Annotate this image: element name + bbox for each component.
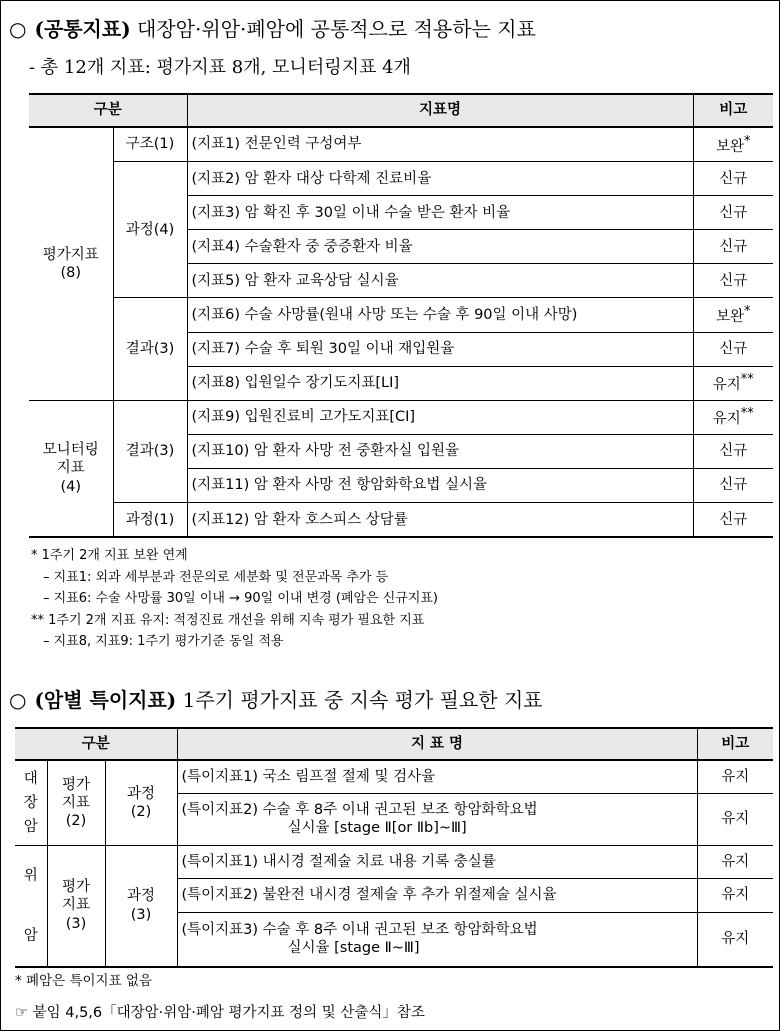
table-header-row (15, 728, 773, 760)
indicator-note: 유지 (697, 760, 773, 793)
indicator-note: 신규 (693, 503, 773, 538)
table-row (29, 503, 773, 538)
indicator-note: 보완* (693, 298, 773, 332)
indicator-name: (지표4) 수술환자 중 중증환자 비율 (187, 230, 693, 264)
indicator-name: (지표1) 전문인력 구성여부 (187, 127, 693, 162)
table-row (29, 298, 773, 332)
indicator-name: (지표2) 암 환자 대상 다학제 진료비율 (187, 162, 693, 196)
cancer-specific-table (15, 727, 773, 968)
table-row (29, 400, 773, 434)
indicator-note: 유지** (693, 366, 773, 400)
footnote: * 1주기 2개 지표 보완 연계 (31, 548, 188, 563)
cancer-gastric: 위 암 (15, 845, 47, 967)
indicator-note: 유지** (693, 400, 773, 434)
section1-footnotes (31, 545, 438, 653)
sub-process-gastric: 과정 (3) (105, 845, 177, 967)
indicator-name: (특이지표3) 수술 후 8주 이내 권고된 보조 항암화학요법 실시율 [stage Ⅱ~Ⅲ] (177, 912, 697, 966)
section2-reference: ☞ 붙임 4,5,6「대장암·위암·폐암 평가지표 정의 및 산출식」참조 (15, 1005, 425, 1021)
sub-result3-eval: 결과(3) (113, 298, 187, 400)
header-indicator-name: 지표명 (187, 94, 693, 127)
bullet-circle-icon: ○ (9, 17, 27, 41)
indicator-note: 신규 (693, 468, 773, 502)
header-category: 구분 (15, 728, 177, 760)
table-row (29, 127, 773, 162)
indicator-name: (지표11) 암 환자 사망 전 항암화학요법 실시율 (187, 468, 693, 502)
indicator-note: 신규 (693, 196, 773, 230)
indicator-note: 유지 (697, 793, 773, 845)
indicator-name: (특이지표1) 국소 림프절 절제 및 검사율 (177, 760, 697, 793)
section2-footnote: * 폐암은 특이지표 없음 (15, 973, 152, 989)
section2-heading (9, 684, 543, 713)
section1-title-rest: 대장암·위암·폐암에 공통적으로 적용하는 지표 (137, 17, 536, 41)
table-row (15, 845, 773, 879)
indicator-name: (지표7) 수술 후 퇴원 30일 이내 재입원율 (187, 332, 693, 366)
indicator-note: 유지 (697, 845, 773, 879)
indicator-note: 신규 (693, 332, 773, 366)
indicator-name: (특이지표1) 내시경 절제술 치료 내용 기록 충실률 (177, 845, 697, 879)
group-evaluation: 평가지표 (8) (29, 127, 113, 400)
cancer-colorectal: 대 장 암 (15, 760, 47, 845)
indicator-note: 보완* (693, 127, 773, 162)
bullet-circle-icon: ○ (9, 688, 27, 712)
table-row (15, 760, 773, 793)
common-indicator-table (29, 93, 773, 538)
section2-title-rest: 1주기 평가지표 중 지속 평가 필요한 지표 (182, 688, 543, 712)
header-indicator-name: 지 표 명 (177, 728, 697, 760)
indicator-name: (지표3) 암 확진 후 30일 이내 수술 받은 환자 비율 (187, 196, 693, 230)
section1-subtitle: - 총 12개 지표: 평가지표 8개, 모니터링지표 4개 (29, 57, 411, 78)
indicator-note: 유지 (697, 912, 773, 966)
indicator-note: 신규 (693, 434, 773, 468)
indicator-name: (지표6) 수술 사망률(원내 사망 또는 수술 후 90일 이내 사망) (187, 298, 693, 332)
header-note: 비고 (697, 728, 773, 760)
sub-result3-monitor: 결과(3) (113, 400, 187, 502)
section1-heading (9, 13, 536, 42)
indicator-note: 신규 (693, 230, 773, 264)
sub-process-colorectal: 과정 (2) (105, 760, 177, 845)
indicator-name: (지표10) 암 환자 사망 전 중환자실 입원율 (187, 434, 693, 468)
indicator-note: 유지 (697, 879, 773, 913)
header-note: 비고 (693, 94, 773, 127)
footnote: ** 1주기 2개 지표 유지: 적정진료 개선을 위해 지속 평가 필요한 지표 (31, 612, 425, 628)
indicator-note: 신규 (693, 162, 773, 196)
footnote: – 지표1: 외과 세부분과 전문의로 세분화 및 전문과목 추가 등 (43, 569, 389, 585)
group-eval-gastric: 평가 지표 (3) (47, 845, 105, 967)
indicator-name: (지표8) 입원일수 장기도지표[LI] (187, 366, 693, 400)
group-monitoring: 모니터링 지표 (4) (29, 400, 113, 537)
sub-process4: 과정(4) (113, 162, 187, 298)
sub-structure: 구조(1) (113, 127, 187, 162)
indicator-name: (특이지표2) 불완전 내시경 절제술 후 추가 위절제술 실시율 (177, 879, 697, 913)
indicator-name: (지표5) 암 환자 교육상담 실시율 (187, 264, 693, 298)
indicator-name: (특이지표2) 수술 후 8주 이내 권고된 보조 항암화학요법 실시율 [stage Ⅱ[or Ⅱb]~Ⅲ] (177, 793, 697, 845)
indicator-note: 신규 (693, 264, 773, 298)
footnote: – 지표6: 수술 사망률 30일 이내 → 90일 이내 변경 (폐암은 신규지표) (43, 591, 439, 606)
table-header-row (29, 94, 773, 127)
table-row (29, 162, 773, 196)
indicator-name: (지표12) 암 환자 호스피스 상담률 (187, 503, 693, 538)
indicator-name: (지표9) 입원진료비 고가도지표[CI] (187, 400, 693, 434)
sub-process1: 과정(1) (113, 503, 187, 538)
section1-title-bold: (공통지표) (34, 17, 131, 41)
section2-title-bold: (암별 특이지표) (34, 688, 177, 712)
footnote: – 지표8, 지표9: 1주기 평가기준 동일 적용 (43, 634, 284, 649)
group-eval-colorectal: 평가 지표 (2) (47, 760, 105, 845)
header-category: 구분 (29, 94, 187, 127)
